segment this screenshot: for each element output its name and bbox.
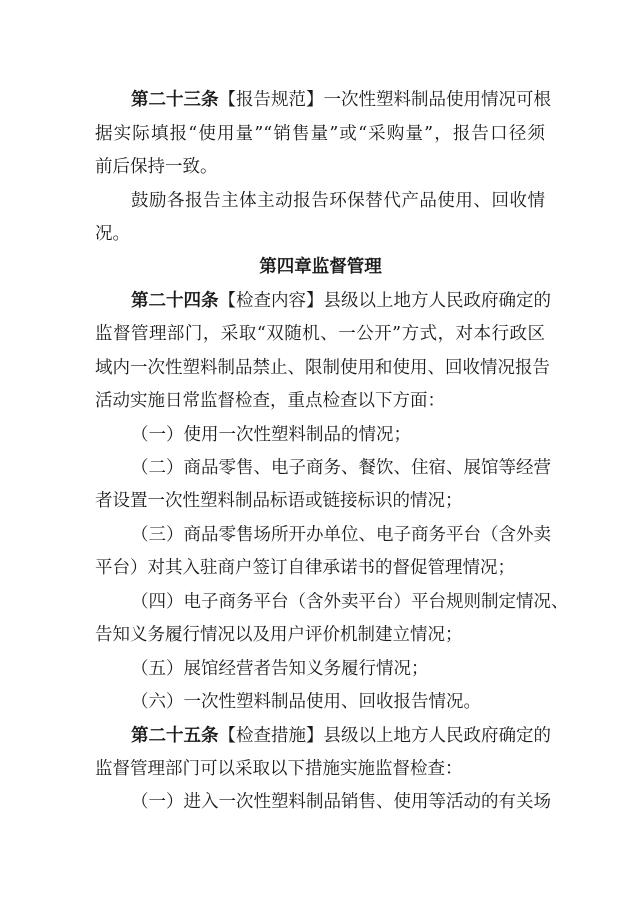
article-24-line-2: 监督管理部门，采取“双随机、一公开”方式，对本行政区 xyxy=(95,324,545,344)
article-24-item-4-line-1: （四）电子商务平台（含外卖平台）平台规则制定情况、 xyxy=(131,592,569,612)
article-24-line-3: 域内一次性塑料制品禁止、限制使用和使用、回收情况报告 xyxy=(95,358,550,378)
chapter-4-heading: 第四章监督管理 xyxy=(259,257,382,277)
article-24-number: 第二十四条 xyxy=(131,291,219,311)
article-23-number: 第二十三条 xyxy=(131,90,219,110)
article-24-item-1: （一）使用一次性塑料制品的情况； xyxy=(131,425,411,445)
article-24-item-5: （五）展馆经营者告知义务履行情况； xyxy=(131,659,429,679)
encourage-line-2: 况。 xyxy=(95,224,130,244)
article-24-item-2-line-2: 者设置一次性塑料制品标语或链接标识的情况； xyxy=(95,491,463,511)
article-23-line-3: 前后保持一致。 xyxy=(95,157,218,177)
article-25-line-2: 监督管理部门可以采取以下措施实施监督检查： xyxy=(95,759,463,779)
article-24-text: 【检查内容】县级以上地方人民政府确定的 xyxy=(218,291,551,311)
article-24-item-2-line-1: （二）商品零售、电子商务、餐饮、住宿、展馆等经营 xyxy=(131,458,551,478)
article-25-text: 【检查措施】县级以上地方人民政府确定的 xyxy=(218,726,551,746)
article-23-text: 【报告规范】一次性塑料制品使用情况可根 xyxy=(218,90,551,110)
article-24-item-3-line-1: （三）商品零售场所开办单位、电子商务平台（含外卖 xyxy=(131,525,551,545)
article-23-line-2: 据实际填报“使用量”“销售量”或“采购量”，报告口径须 xyxy=(95,124,545,144)
article-23-line-1 xyxy=(131,88,551,112)
article-24-item-6: （六）一次性塑料制品使用、回收报告情况。 xyxy=(131,692,481,712)
article-25-number: 第二十五条 xyxy=(131,726,219,746)
article-24-item-3-line-2: 平台）对其入驻商户签订自律承诺书的督促管理情况； xyxy=(95,558,515,578)
encourage-line-1: 鼓励各报告主体主动报告环保替代产品使用、回收情 xyxy=(131,191,545,211)
article-25-item-1: （一）进入一次性塑料制品销售、使用等活动的有关场 xyxy=(131,792,551,812)
article-24-item-4-line-2: 告知义务履行情况以及用户评价机制建立情况； xyxy=(95,625,463,645)
article-24-line-4: 活动实施日常监督检查，重点检查以下方面： xyxy=(95,391,445,411)
article-25-line-1 xyxy=(131,724,551,748)
article-24-line-1 xyxy=(131,289,551,313)
